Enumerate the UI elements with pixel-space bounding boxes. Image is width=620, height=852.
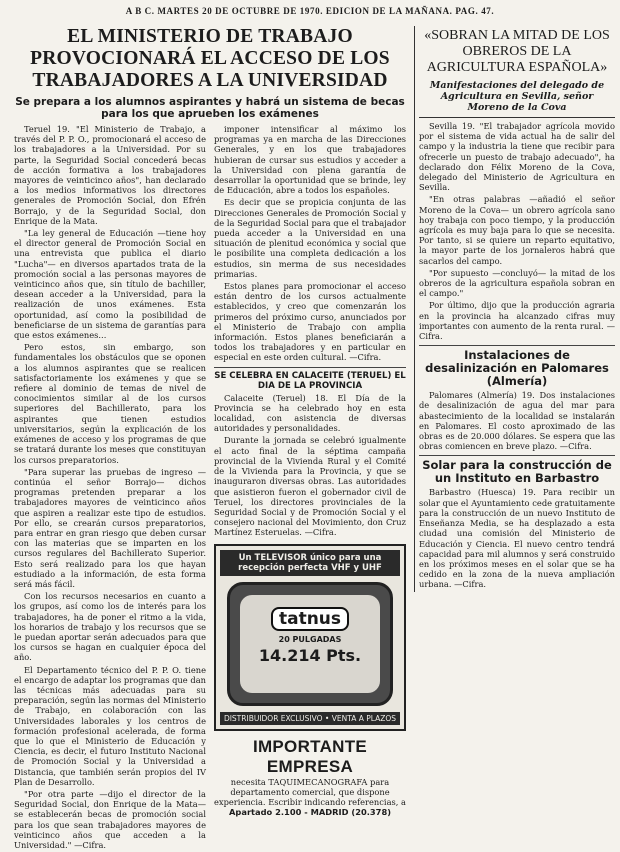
paragraph: imponer intensificar al máximo los programas ya en marcha de las Direcciones Generales, y en los que trabajadores hubieran de cursar sus estudios y acceder a la Universidad con plena garantía de desarrollar la oportunidad que se brinde, ley de Educación, abre a todos los españoles.: [214, 124, 406, 196]
ad-bottom-banner: DISTRIBUIDOR EXCLUSIVO • VENTA A PLAZOS: [220, 712, 400, 725]
paragraph: "En otras palabras —añadió el señor Moreno de la Cova— un obrero agrícola sano hoy trabaja con poco tiempo, y la producción agrícola es muy baja para lo que se necesita. Por tanto, si se quiere un reparto equitativo, la mayor parte de los jornaleros habrá que sacarlos del campo.: [419, 194, 615, 266]
ad-price: 14.214 Pts.: [258, 645, 362, 665]
article-column-1: [14, 124, 206, 852]
paragraph: Estos planes para promocionar el acceso están dentro de los cursos actualmente establecidos, y creo que comenzarán los primeros del próximo curso, anunciados por el Ministerio de Trabajo con amplia información. Estos planes beneficiarán a todos los trabajadores y en particular en especial en este orden cultural. —Cifra.: [214, 281, 406, 363]
calaceite-subheadline: SE CELEBRA EN CALACEITE (TERUEL) EL DIA DE LA PROVINCIA: [214, 367, 406, 391]
main-headline: EL MINISTERIO DE TRABAJO PROVOCIONARÁ EL ACCESO DE LOS TRABAJADORES A LA UNIVERSIDAD: [30, 26, 390, 91]
paragraph: "La ley general de Educación —tiene hoy el director general de Promoción Social en una entrevista que publica el diario "Lucha"— en diversos apartados trata de la promoción social a las personas mayores de veinticinco años que, sin título de bachiller, desean acceder a la Universidad, para la realización de unos exámenes. Esta oportunidad, así como la posibilidad de beneficiarse de un sistema de garantías para que estos exámenes...: [14, 228, 206, 341]
paragraph: Palomares (Almería) 19. Dos instalaciones de desalinización de agua del mar para abastecimiento de la localidad se instalarán en Palomares. El costo aproximado de las obras es de 20.000 dólares. Se espera que las obras comiencen en breve plazo. —Cifra.: [419, 390, 615, 452]
paragraph: Sevilla 19. "El trabajador agrícola movido por el sistema de vida actual ha de salir del campo y la industria la tiene que recibir para ofrecerle un puesto de trabajo adecuado", ha declarado don Félix Moreno de la Cova, delegado del Ministerio de Agricultura en Sevilla.: [419, 121, 615, 193]
left-section: [14, 26, 406, 852]
barbastro-subheadline: Solar para la construcción de un Instituto en Barbastro: [419, 455, 615, 485]
paragraph: Barbastro (Huesca) 19. Para recibir un solar que el Ayuntamiento cede gratuitamente para la construcción de un nuevo Instituto de Enseñanza Media, se ha desplazado a esta ciudad una comisión del Ministerio de Educación y Ciencia. El nuevo centro tendrá capacidad para mil alumnos y será construido en los próximos meses en el solar que se ha cedido en la zona de la nueva ampliación urbana. —Cifra.: [419, 487, 615, 590]
left-columns: [14, 124, 406, 852]
classified-address: [214, 807, 406, 817]
divider: [419, 117, 615, 118]
right-deck: Manifestaciones del delegado de Agricultura en Sevilla, señor Moreno de la Cova: [429, 80, 605, 113]
classified-headline: IMPORTANTE EMPRESA: [252, 736, 368, 776]
ad-tv-size: 20 PULGADAS: [278, 634, 342, 644]
paragraph: Calaceite (Teruel) 18. El Día de la Provincia se ha celebrado hoy en esta localidad, con asistencia de diversas autoridades y personalidades.: [214, 392, 406, 434]
right-section: [414, 26, 615, 592]
paragraph: El Departamento técnico del P. P. O. tiene el encargo de adaptar los programas que dan las técnicas más adecuadas para su preparación, según las normas del Ministerio de Trabajo, en colaboración con las Universidades laborales y los centros de formación profesional acelerada, de forma que lo que el Ministerio de Educación y Ciencia, es decir, el futuro Instituto Nacional de Promoción Social y la Universidad a Distancia, que también serán propios del IV Plan de Desarrollo.: [14, 664, 206, 787]
tv-screen: [240, 595, 380, 693]
right-headline: «SOBRAN LA MITAD DE LOS OBREROS DE LA AGRICULTURA ESPAÑOLA»: [424, 28, 610, 75]
ad-brand-logo: tatnus: [271, 607, 349, 631]
classified-address-bold: Apartado 2.100 - MADRID (20.378): [228, 806, 392, 817]
article-column-2: [214, 124, 406, 852]
paragraph: Con los recursos necesarios en cuanto a los grupos, así como los de interés para los trabajadores, ha de poner el ritmo a la vida, los horarios de trabajo y los recursos que se le puedan aportar serán adecuados para que los cursos se hagan en cualquier época del año.: [14, 591, 206, 663]
paragraph: Es decir que se propicia conjunta de las Direcciones Generales de Promoción Social y de la Seguridad Social para que el trabajador pueda acceder a la Universidad en una situación de plenitud económica y social que le posibilite una completa dedicación a los estudios, sin merma de sus necesidades primarias.: [214, 197, 406, 279]
paragraph: Durante la jornada se celebró igualmente el acto final de la séptima campaña provincial de la Vivienda Rural y el Comité de la Vivienda para la Provincia, y que se inauguraron diversas obras. Las autoridades que asistieron fueron el gobernador civil de Teruel, los directores provinciales de la Seguridad Social y de Promoción Social y el consejero nacional del Movimiento, don Cruz Martínez Esteruelas. —Cifra.: [214, 435, 406, 538]
paragraph: "Para superar las pruebas de ingreso —continúa el señor Borrajo— dichos programas pretenden preparar a los trabajadores mayores de veinticinco años que aspiren a realizar este tipo de estudios. Por ello, se crearán cursos preparatorios, para entrar en gran riesgo que deben cursar con las materias que se imparten en los cursos regulares del Bachillerato Superior. Esto será realizado para los que hayan estudiado a la información, de esta forma será más fácil.: [14, 466, 206, 589]
page-header: A B C. MARTES 20 DE OCTUBRE DE 1970. EDICION DE LA MAÑANA. PAG. 47.: [125, 6, 495, 16]
paragraph: "Por supuesto —concluyó— la mitad de los obreros de la agricultura española sobran en el campo.": [419, 267, 615, 299]
palomares-subheadline: Instalaciones de desalinización en Palomares (Almería): [419, 345, 615, 388]
ad-top-banner: Un TELEVISOR único para una recepción perfecta VHF y UHF: [220, 550, 400, 576]
classified-text: necesita TAQUIMECANOGRAFA para departamento comercial, que dispone experiencia. Escribir indicando referencias, a: [214, 776, 406, 807]
paragraph: Pero estos, sin embargo, son fundamentales los obstáculos que se oponen a los alumnos aspirantes que se realicen satisfactoriamente los exámenes y que se refiere al dominio de temas de nivel de conocimientos similar al de los cursos superiores del Bachillerato, para los aspirantes que tienen estudios universitarios, según la explicación de los exámenes de acceso y los programas de que se tratará durante los meses que constituyan los cursos preparatorios.: [14, 342, 206, 465]
main-deck: Se prepara a los alumnos aspirantes y habrá un sistema de becas para los que aprueben los exámenes: [15, 96, 405, 120]
paragraph: Por último, dijo que la producción agraria en la provincia ha alcanzado cifras muy importantes con aumento de la renta rural. —Cifra.: [419, 300, 615, 342]
paragraph: Teruel 19. "El Ministerio de Trabajo, a través del P. P. O., promocionará el acceso de los trabajadores a la Universidad. Por su parte, la Seguridad Social concederá becas de acción formativa a los trabajadores mayores de veinticinco años", han declarado a los medios informativos los directores generales de Promoción Social, don Efrén Borrajo, y de la Seguridad Social, don Enrique de la Mata.: [14, 124, 206, 226]
tv-advertisement: [214, 544, 406, 731]
television-image: [227, 582, 393, 706]
paragraph: "Por otra parte —dijo el director de la Seguridad Social, don Enrique de la Mata— se establecerán becas de promoción social para los que sean trabajadores mayores de veinticinco años que acceden a la Universidad." —Cifra.: [14, 789, 206, 851]
